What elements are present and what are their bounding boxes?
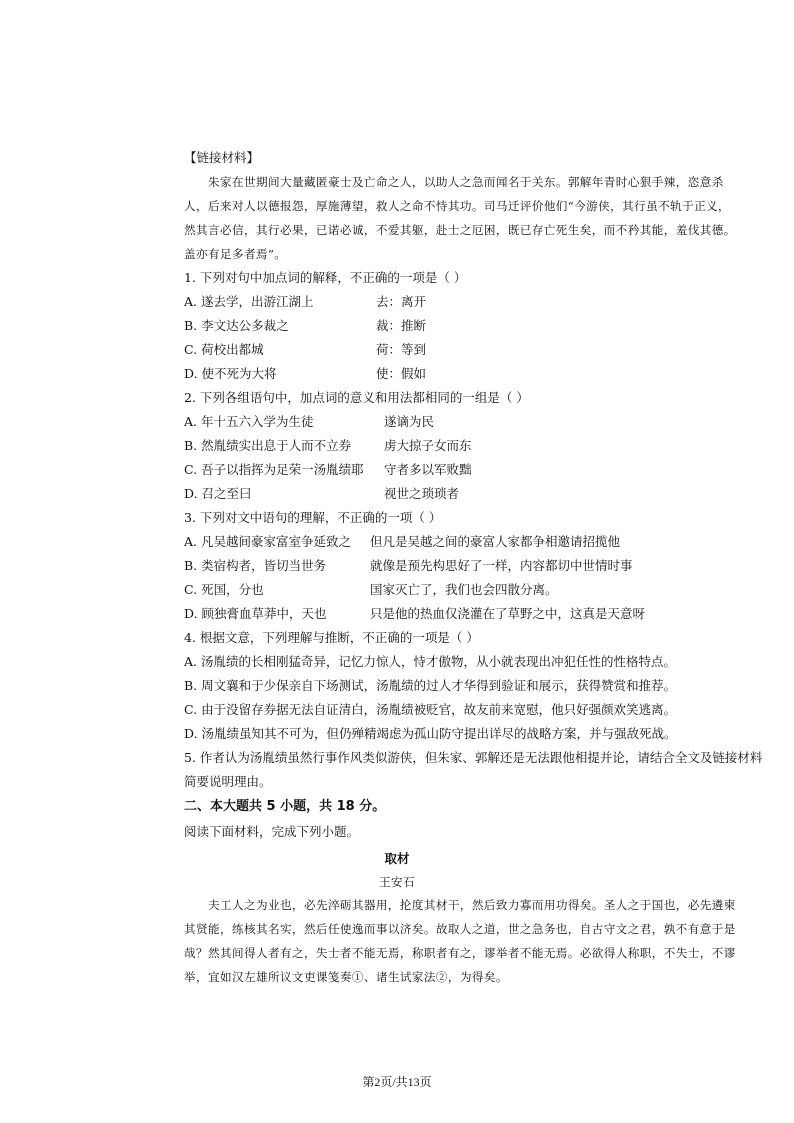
question-2-option-b-pair: 虏大掠子女而东	[384, 438, 472, 453]
question-1-option-a-gloss: 去：离开	[376, 294, 427, 309]
question-4-stem: 4. 根据文意，下列理解与推断，不正确的一项是（ ）	[184, 630, 479, 645]
question-1-option-b-gloss: 裁：推断	[376, 318, 427, 333]
question-2-option-c-pair: 守者多以军败黜	[384, 462, 472, 477]
link-paragraph-line: 盖亦有足多者焉”。	[184, 247, 287, 261]
question-4-option-a: A. 汤胤绩的长相刚猛奇异，记忆力惊人，恃才傲物，从小就表现出冲犯任性的性格特点。	[184, 654, 676, 669]
question-2-option-a-pair: 遂谪为民	[384, 414, 435, 429]
question-2-stem: 2. 下列各组语句中，加点词的意义和用法都相同的一组是（ ）	[184, 390, 529, 405]
question-3-option-c: C. 死国，分也	[184, 582, 264, 597]
section-2-intro: 阅读下面材料，完成下列小题。	[184, 824, 360, 839]
question-2-option-b: B. 然胤绩实出息于人而不立券	[184, 438, 352, 453]
essay-paragraph-line: 举，宜如汉左雄所议文吏课笺奏①、诸生试家法②，为得矣。	[184, 970, 508, 984]
question-2-option-d-pair: 视世之琐琐者	[384, 486, 460, 501]
link-paragraph-line: 朱家在世期间大量藏匿豪士及亡命之人，以助人之急而闻名于关东。郭解年青时心狠手辣，恣意杀	[208, 175, 724, 189]
link-paragraph-line: 然其言必信，其行必果，已诺必诚，不爱其躯，赴士之厄困，既已存亡死生矣，而不矜其能，羞伐其德。	[184, 223, 736, 237]
question-4-option-b: B. 周文襄和于少保亲自下场测试，汤胤绩的过人才华得到验证和展示，获得赞赏和推荐。	[184, 678, 677, 693]
question-2-option-c: C. 吾子以指挥为足荣一汤胤绩耶	[184, 462, 364, 477]
question-1-option-b: B. 李文达公多裁之	[184, 318, 289, 333]
question-3-stem: 3. 下列对文中语句的理解，不正确的一项（ ）	[184, 510, 442, 525]
question-3-option-d: D. 顾独膏血草莽中，天也	[184, 606, 327, 621]
essay-author: 王安石	[379, 875, 415, 889]
question-5-line: 简要说明理由。	[184, 774, 272, 789]
question-1-option-c: C. 荷校出都城	[184, 342, 264, 357]
question-4-option-d: D. 汤胤绩虽知其不可为，但仍殚精竭虑为孤山防守提出详尽的战略方案，并与强敌死战。	[184, 726, 677, 741]
link-material-heading: 【链接材料】	[184, 150, 260, 165]
question-5-line: 5. 作者认为汤胤绩虽然行事作风类似游侠，但朱家、郭解还是无法跟他相提并论，请结合全文及链接材料	[184, 750, 763, 765]
question-1-option-d: D. 使不死为大将	[184, 366, 277, 381]
question-1-stem: 1. 下列对句中加点词的解释，不正确的一项是（ ）	[184, 270, 467, 285]
link-paragraph-line: 人，后来对人以德报怨，厚施薄望，救人之命不恃其功。司马迁评价他们“今游侠，其行虽不轨于正义，	[184, 199, 731, 213]
question-3-option-b-translation: 就像是预先构思好了一样，内容都切中世情时事	[370, 558, 633, 573]
question-3-option-d-translation: 只是他的热血仅浇灌在了草野之中，这真是天意呀	[370, 606, 646, 621]
question-2-option-a: A. 年十五六入学为生徒	[184, 414, 314, 429]
question-1-option-a: A. 遂去学，出游江湖上	[184, 294, 314, 309]
question-2-option-d: D. 召之至曰	[184, 486, 252, 501]
section-2-title: 二、本大题共 5 小题，共 18 分。	[184, 799, 386, 814]
page-number: 第2页/共13页	[362, 1075, 432, 1089]
question-3-option-a: A. 凡吴越间豪家富室争延致之	[184, 534, 351, 549]
essay-paragraph-line: 其贤能，练核其名实，然后任使逸而事以济矣。故取人之道，世之急务也，自古守文之君，孰不有意于是	[184, 922, 736, 936]
essay-title: 取材	[384, 851, 410, 866]
question-1-option-c-gloss: 荷：等到	[376, 342, 427, 357]
question-1-option-d-gloss: 使：假如	[376, 366, 427, 381]
essay-paragraph-line: 夫工人之为业也，必先淬砺其器用，抡度其材干，然后致力寡而用功得矣。圣人之于国也，必先遴柬	[208, 898, 736, 912]
question-4-option-c: C. 由于没留存券据无法自证清白，汤胤绩被贬官，故友前来宽慰，他只好强颜欢笑逃离。	[184, 702, 677, 717]
question-3-option-c-translation: 国家灭亡了，我们也会四散分离。	[370, 582, 558, 597]
essay-paragraph-line: 哉？然其间得人者有之，失士者不能无焉，称职者有之，谬举者不能无焉。必欲得人称职，不失士，不谬	[184, 946, 736, 960]
question-3-option-a-translation: 但凡是吴越之间的豪富人家都争相邀请招揽他	[370, 534, 621, 549]
question-3-option-b: B. 类宿构者，皆切当世务	[184, 558, 327, 573]
